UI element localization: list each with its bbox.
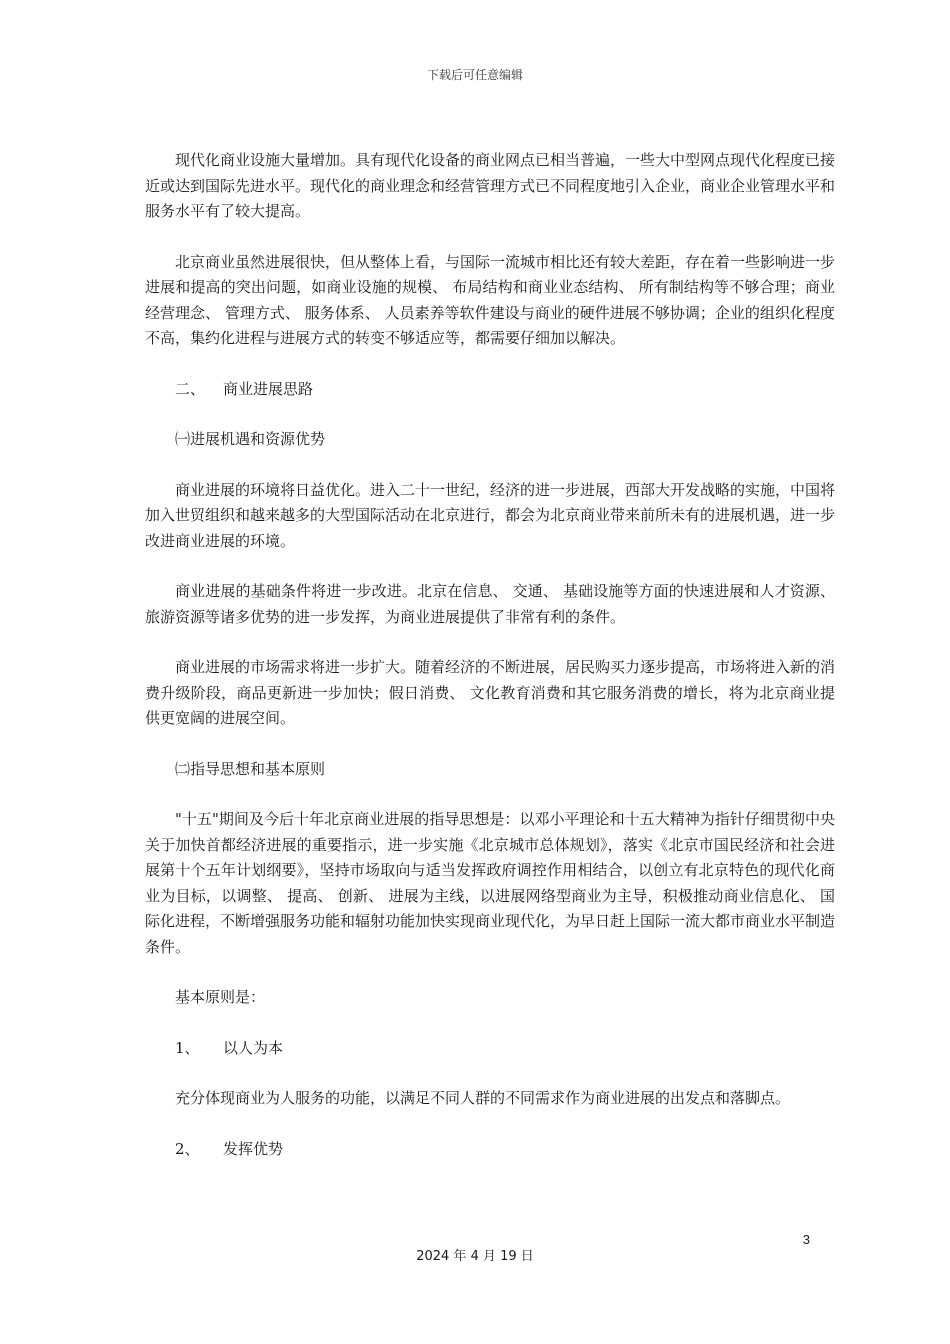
footer-date: 2024 年 4 月 19 日 (416, 1249, 534, 1264)
section-title: 商业进展思路 (223, 379, 314, 398)
page-number: 3 (802, 1232, 810, 1247)
paragraph: "十五"期间及今后十年北京商业进展的指导思想是：以邓小平理论和十五大精神为指针仔细贯彻中央关于加快首都经济进展的重要指示，进一步实施《北京城市总体规划》，落实《北京市国民经济和社会进展第十个五年计划纲要》，坚持市场取向与适当发挥政府调控作用相结合，以创立有北京特色的现代化商业为目标，以调整、 提高、 创新、 进展为主线，以进展网络型商业为主导，积极推动商业信息化、 国际化进程，不断增强服务功能和辐射功能加快实现商业现代化，为早日赶上国际一流大都市商业水平制造条件。 (145, 810, 836, 956)
list-item-title: 以人为本 (223, 1038, 284, 1057)
section-number: 二、 (175, 379, 206, 398)
document-body (145, 148, 835, 1187)
page-header: 下载后可任意编辑 (426, 68, 523, 82)
list-item-title: 发挥优势 (223, 1139, 284, 1158)
paragraph: 基本原则是： (175, 988, 266, 1006)
list-item-number: 1、 (175, 1038, 200, 1057)
paragraph: 商业进展的基础条件将进一步改进。北京在信息、 交通、 基础设施等方面的快速进展和人才资源、 旅游资源等诸多优势的进一步发挥，为商业进展提供了非常有利的条件。 (145, 582, 835, 626)
paragraph: 北京商业虽然进展很快，但从整体上看，与国际一流城市相比还有较大差距，存在着一些影响进一步进展和提高的突出问题，如商业设施的规模、 布局结构和商业业态结构、 所有制结构等不够合理；商业经营理念、 管理方式、 服务体系、 人员素养等软件建设与商业的硬件进展不够协调；企业的组织化程度不高，集约化进程与进展方式的转变不够适应等，都需要仔细加以解决。 (145, 252, 836, 347)
list-item-number: 2、 (175, 1139, 200, 1158)
paragraph: 商业进展的环境将日益优化。进入二十一世纪，经济的进一步进展，西部大开发战略的实施，中国将加入世贸组织和越来越多的大型国际活动在北京进行，都会为北京商业带来前所未有的进展机遇，进一步改进商业进展的环境。 (145, 480, 836, 550)
list-item-heading (145, 1137, 835, 1163)
paragraph: 现代化商业设施大量增加。具有现代化设备的商业网点已相当普遍，一些大中型网点现代化程度已接近或达到国际先进水平。现代化的商业理念和经营管理方式已不同程度地引入企业，商业企业管理水平和服务水平有了较大提高。 (145, 151, 836, 220)
section-heading (145, 377, 835, 403)
subsection-heading: ㈠进展机遇和资源优势 (175, 430, 326, 448)
list-item-heading (145, 1036, 835, 1062)
paragraph: 充分体现商业为人服务的功能，以满足不同人群的不同需求作为商业进展的出发点和落脚点。 (175, 1089, 791, 1107)
subsection-heading: ㈡指导思想和基本原则 (175, 759, 326, 778)
paragraph: 商业进展的市场需求将进一步扩大。随着经济的不断进展，居民购买力逐步提高，市场将进入新的消费升级阶段，商品更新进一步加快；假日消费、 文化教育消费和其它服务消费的增长，将为北京商业提供更宽阔的进展空间。 (145, 658, 836, 727)
